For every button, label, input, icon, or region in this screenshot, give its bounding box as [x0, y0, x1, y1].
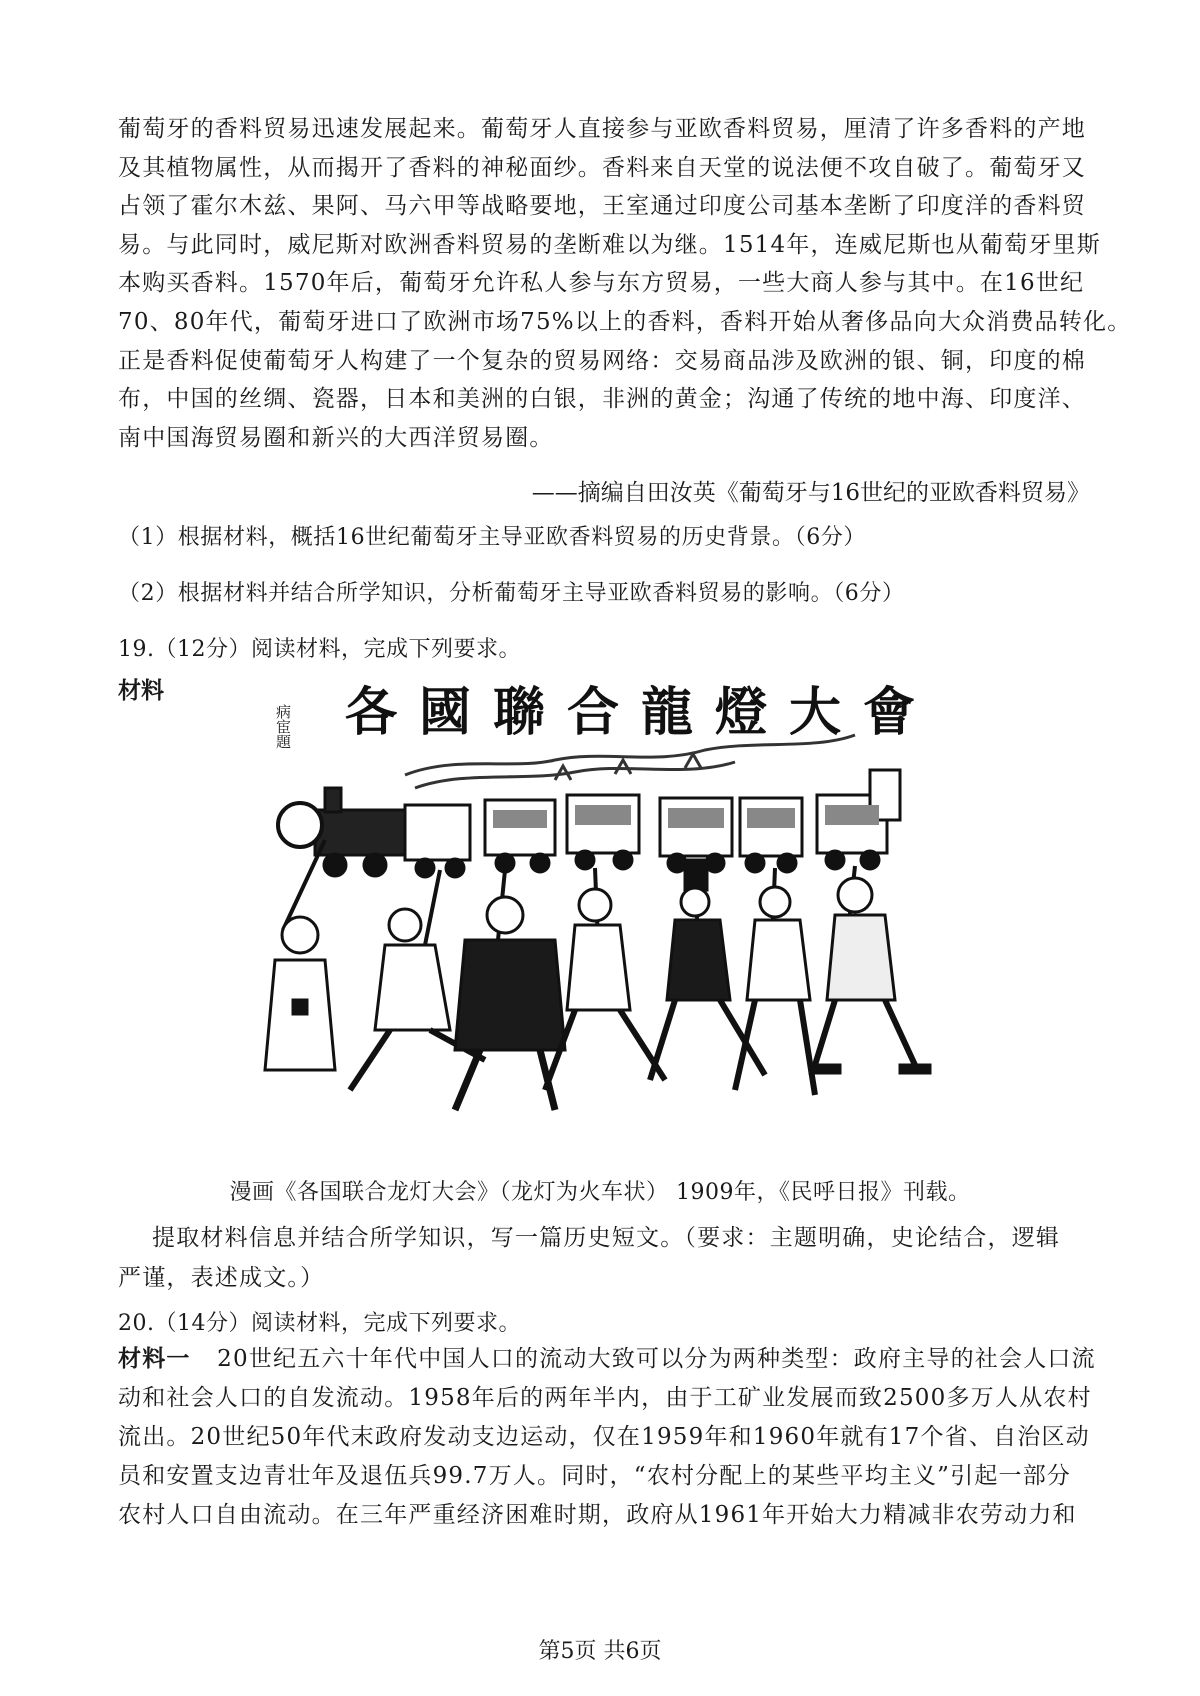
passage-line: 南中国海贸易圈和新兴的大西洋贸易圈。: [118, 424, 554, 451]
cartoon-dragon-lantern: [255, 670, 985, 1145]
figure-6-icon: [735, 887, 815, 1095]
passage-line: 动和社会人口的自发流动。1958年后的两年半内，由于工矿业发展而致2500多万人从农村: [118, 1385, 1092, 1411]
material-label: 材料: [118, 678, 164, 704]
figure-4-icon: [545, 889, 665, 1090]
question-20-heading: 20.（14分）阅读材料，完成下列要求。: [118, 1311, 521, 1336]
passage-line: 布，中国的丝绸、瓷器，日本和美洲的白银，非洲的黄金；沟通了传统的地中海、印度洋、: [118, 386, 1086, 413]
passage-line: 本购买香料。1570年后，葡萄牙允许私人参与东方贸易，一些大商人参与其中。在16世纪: [118, 270, 1085, 297]
question-18-2: （2）根据材料并结合所学知识，分析葡萄牙主导亚欧香料贸易的影响。（6分）: [118, 581, 905, 606]
passage-20: [118, 1340, 1096, 1535]
passage-line: 员和安置支边青壮年及退伍兵99.7万人。同时，“农村分配上的某些平均主义”引起一部分: [118, 1463, 1072, 1489]
cartoon-side-note: 病宦題: [274, 704, 292, 749]
train-icon: [315, 770, 900, 877]
material-one-label: 材料一: [118, 1346, 191, 1372]
passage-line: 农村人口自由流动。在三年严重经济困难时期，政府从1961年开始大力精减非农劳动力和: [118, 1502, 1077, 1528]
task-line: 提取材料信息并结合所学知识，写一篇历史短文。（要求：主题明确，史论结合，逻辑: [152, 1225, 1061, 1251]
cartoon-title: 各國聯合龍燈大會: [345, 682, 938, 743]
figure-5-icon: [650, 860, 765, 1080]
passage-line: 葡萄牙的香料贸易迅速发展起来。葡萄牙人直接参与亚欧香料贸易，厘清了许多香料的产地: [118, 116, 1086, 142]
passage-source: ——摘编自田汝英《葡萄牙与16世纪的亚欧香料贸易》: [531, 480, 1090, 506]
passage-line: 流出。20世纪50年代末政府发动支边运动，仅在1959年和1960年就有17个省、自治区动: [118, 1424, 1090, 1450]
page-footer: 第5页 共6页: [538, 1639, 662, 1664]
question-18-1: （1）根据材料，概括16世纪葡萄牙主导亚欧香料贸易的历史背景。（6分）: [118, 525, 866, 550]
passage-line: 及其植物属性，从而揭开了香料的神秘面纱。香料来自天堂的说法便不攻自破了。葡萄牙又: [118, 154, 1086, 181]
passage-line: 20世纪五六十年代中国人口的流动大致可以分为两种类型：政府主导的社会人口流: [217, 1346, 1096, 1372]
question-19-task: [118, 1218, 1088, 1298]
passage-line: 易。与此同时，威尼斯对欧洲香料贸易的垄断难以为继。1514年，连威尼斯也从葡萄牙里斯: [118, 231, 1101, 258]
passage-line: 占领了霍尔木兹、果阿、马六甲等战略要地，王室通过印度公司基本垄断了印度洋的香料贸: [118, 193, 1086, 220]
task-line: 严谨，表述成文。）: [118, 1265, 325, 1291]
cartoon-caption: 漫画《各国联合龙灯大会》（龙灯为火车状） 1909年，《民呼日报》刊载。: [229, 1180, 971, 1205]
lantern-icon: [278, 803, 322, 847]
passage-line: 70、80年代，葡萄牙进口了欧洲市场75%以上的香料，香料开始从奢侈品向大众消费品转化。: [118, 308, 1132, 335]
passage-line: 正是香料促使葡萄牙人构建了一个复杂的贸易网络：交易商品涉及欧洲的银、铜，印度的棉: [118, 347, 1086, 374]
figure-chinese-official-icon: [265, 917, 335, 1070]
question-19-heading: 19.（12分）阅读材料，完成下列要求。: [118, 637, 521, 662]
cartoon-figures: [265, 860, 930, 1110]
figure-7-icon: [810, 878, 930, 1073]
passage-18: [118, 110, 1132, 457]
